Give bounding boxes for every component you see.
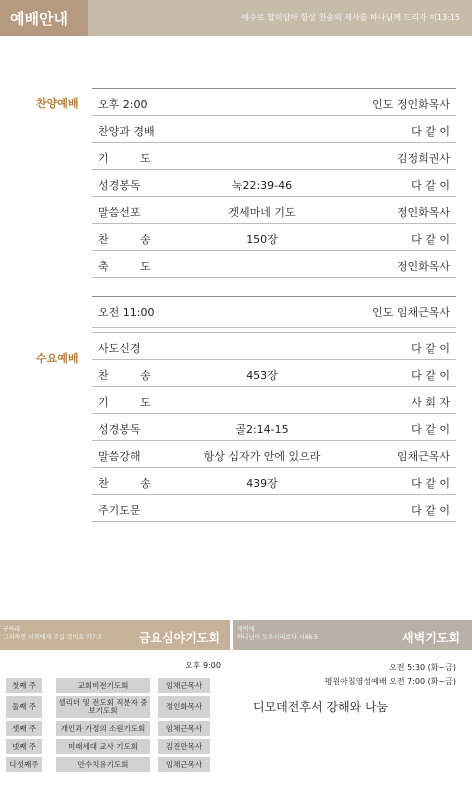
dawn-main-text: 디모데전후서 강해와 나눔 [253, 700, 389, 714]
row-item: 주기도문 [98, 504, 141, 517]
row-item: 말씀강해 [98, 450, 141, 463]
row-leader: 정인화목사 [396, 206, 450, 219]
row-leader: 다 같 이 [411, 179, 450, 192]
row-item: 찬양과 경배 [98, 125, 155, 138]
week-badge: 셋째 주 [6, 721, 42, 736]
wednesday-table [92, 296, 456, 522]
header-verse: 예수로 말미암아 항상 찬송의 제사를 하나님께 드리자 히13:15 [241, 13, 460, 22]
row-leader: 인도 임채근목사 [372, 306, 450, 319]
table-row [92, 296, 456, 328]
dawn-time: 오전 5:30 (화~금) [389, 663, 456, 672]
sunday-table [92, 88, 456, 278]
row-item: 기 도 [98, 152, 165, 165]
row-item: 축 도 [98, 260, 165, 273]
friday-verse-line1: 구하라 [3, 626, 21, 633]
table-row [92, 143, 456, 170]
prayer-leader: 임채근목사 [158, 757, 210, 772]
table-row [92, 332, 456, 360]
row-detail: 눅22:39-46 [231, 179, 293, 192]
week-badge: 첫째 주 [6, 678, 42, 693]
row-leader: 다 같 이 [411, 233, 450, 246]
header-tab [0, 0, 88, 36]
prayer-leader: 정인화목사 [158, 696, 210, 718]
row-leader: 정인화목사 [396, 260, 450, 273]
table-row [92, 468, 456, 495]
header-bar [0, 0, 472, 36]
page-title: 예배안내 [10, 10, 68, 28]
row-leader: 김정희권사 [396, 152, 450, 165]
row-item: 오전 11:00 [98, 306, 155, 319]
friday-verse-line2: 그리하면 너희에게 주실 것이요 마7:7 [3, 634, 102, 641]
table-row [92, 224, 456, 251]
dawn-verse [237, 626, 318, 642]
table-row [92, 441, 456, 468]
row-item: 찬 송 [98, 233, 165, 246]
bottom-section [0, 620, 472, 786]
dawn-verse-line1: 새벽에 [237, 626, 255, 633]
prayer-leader: 김진만목사 [158, 739, 210, 754]
friday-header [0, 620, 230, 650]
week-badge: 둘째 주 [6, 696, 42, 718]
prayer-topic: 셀리더 및 전도회 직분자 중보기도회 [56, 696, 150, 718]
week-badge: 다섯째주 [6, 757, 42, 772]
row-item: 성경봉독 [98, 423, 141, 436]
row-leader: 다 같 이 [411, 423, 450, 436]
row-item: 말씀선포 [98, 206, 141, 219]
table-row [92, 251, 456, 278]
prayer-leader: 임채근목사 [158, 678, 210, 693]
dawn-morning-service-time: 평원아침영성예배 오전 7:00 (화~금) [324, 677, 456, 686]
week-badge: 넷째 주 [6, 739, 42, 754]
prayer-topic: 교회비전기도회 [56, 678, 150, 693]
table-row [92, 387, 456, 414]
table-row [92, 116, 456, 143]
row-detail: 439장 [246, 477, 278, 490]
table-row [92, 414, 456, 441]
table-row [92, 88, 456, 116]
row-item: 기 도 [98, 396, 165, 409]
row-item: 사도신경 [98, 342, 141, 355]
row-item: 오후 2:00 [98, 98, 148, 111]
friday-time: 오후 9:00 [185, 661, 221, 670]
prayer-leader: 임채근목사 [158, 721, 210, 736]
table-row [92, 170, 456, 197]
row-leader: 인도 정인화목사 [372, 98, 450, 111]
row-leader: 다 같 이 [411, 125, 450, 138]
row-leader: 다 같 이 [411, 342, 450, 355]
row-detail: 항상 십자가 안에 있으라 [203, 450, 321, 463]
wednesday-section-label: 수요예배 [36, 352, 79, 365]
prayer-topic: 개인과 가정의 소원기도회 [56, 721, 150, 736]
sunday-section-label: 찬양예배 [36, 97, 79, 110]
dawn-verse-line2: 하나님이 도우시리로다 시46:5 [237, 634, 319, 641]
friday-title: 금요심야기도회 [138, 631, 220, 645]
row-detail: 150장 [246, 233, 278, 246]
row-detail: 겟세마네 기도 [228, 206, 296, 219]
prayer-topic: 안수치유기도회 [56, 757, 150, 772]
row-detail: 골2:14-15 [235, 423, 289, 436]
row-leader: 다 같 이 [411, 369, 450, 382]
dawn-header [233, 620, 472, 650]
row-detail: 453장 [246, 369, 278, 382]
row-leader: 다 같 이 [411, 477, 450, 490]
row-leader: 임채근목사 [396, 450, 450, 463]
row-item: 성경봉독 [98, 179, 141, 192]
row-leader: 다 같 이 [411, 504, 450, 517]
table-row [92, 360, 456, 387]
friday-verse [3, 626, 101, 642]
table-row [92, 197, 456, 224]
prayer-topic: 미래세대 교사 기도회 [56, 739, 150, 754]
dawn-title: 새벽기도회 [402, 631, 460, 645]
table-row [92, 495, 456, 522]
row-item: 찬 송 [98, 369, 165, 382]
row-leader: 사 회 자 [411, 396, 450, 409]
row-item: 찬 송 [98, 477, 165, 490]
